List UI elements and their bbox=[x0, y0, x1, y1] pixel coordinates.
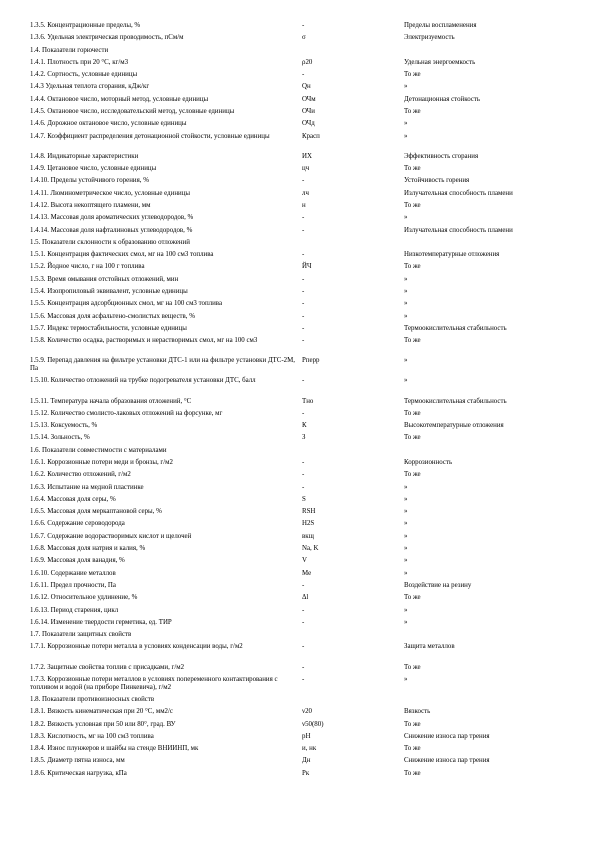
table-row bbox=[30, 676, 570, 696]
indicator-name: 1.8.1. Вязкость кинематическая при 20 °С, мм2/с bbox=[30, 708, 173, 716]
indicator-symbol: - bbox=[302, 606, 305, 614]
property-group: » bbox=[404, 675, 408, 683]
property-group: » bbox=[404, 569, 408, 577]
indicator-symbol: - bbox=[302, 251, 305, 259]
indicator-name: 1.6.7. Содержание водорастворимых кислот и щелочей bbox=[30, 532, 192, 540]
indicator-name: 1.5.4. Изопропиловый эквивалент, условные единицы bbox=[30, 288, 188, 296]
indicator-name: 1.6.14. Изменение твердости герметика, ед. ТИР bbox=[30, 618, 172, 626]
table-row bbox=[30, 594, 570, 606]
property-group: То же bbox=[404, 471, 421, 479]
indicator-name: 1.4.13. Массовая доля ароматических углеводородов, % bbox=[30, 214, 194, 222]
table-row bbox=[30, 133, 570, 153]
property-group: » bbox=[404, 377, 408, 385]
indicator-symbol: - bbox=[302, 643, 305, 651]
property-group: » bbox=[404, 288, 408, 296]
indicator-name: 1.5.13. Коксуемость, % bbox=[30, 422, 98, 430]
table-row bbox=[30, 619, 570, 631]
table-row bbox=[30, 251, 570, 263]
indicator-name: 1.8.2. Вязкость условная при 50 или 80°, град. ВУ bbox=[30, 720, 176, 728]
indicator-name: 1.4.5. Октановое число, исследовательский метод, условные единицы bbox=[30, 108, 235, 116]
indicator-symbol: - bbox=[302, 300, 305, 308]
indicator-symbol: - bbox=[302, 409, 305, 417]
indicator-name: 1.4.9. Цетановое число, условные единицы bbox=[30, 165, 157, 173]
table-row bbox=[30, 434, 570, 446]
indicator-symbol: - bbox=[302, 471, 305, 479]
property-group: Коррозионность bbox=[404, 458, 453, 466]
property-group: Удельная энергоемкость bbox=[404, 58, 476, 66]
table-row bbox=[30, 22, 570, 34]
table-row bbox=[30, 313, 570, 325]
indicator-name: 1.5.2. Йодное число, г на 100 г топлива bbox=[30, 263, 145, 271]
indicator-name: 1.4.11. Люминометрическое число, условные единицы bbox=[30, 189, 191, 197]
property-group: » bbox=[404, 300, 408, 308]
property-group: » bbox=[404, 606, 408, 614]
indicator-symbol: - bbox=[302, 675, 305, 683]
indicator-symbol: - bbox=[302, 177, 305, 185]
table-row bbox=[30, 533, 570, 545]
indicator-symbol: Рперр bbox=[302, 357, 320, 365]
section-heading bbox=[30, 696, 570, 708]
section-title: 1.5. Показатели склонности к образованию отложений bbox=[30, 238, 190, 246]
indicator-name: 1.5.11. Температура начала образования отложений, °С bbox=[30, 397, 192, 405]
table-row bbox=[30, 34, 570, 46]
indicator-name: 1.3.5. Концентрационные пределы, % bbox=[30, 22, 141, 29]
indicator-symbol: рН bbox=[302, 732, 311, 740]
table-row bbox=[30, 288, 570, 300]
indicator-name: 1.4.7. Коэффициент распределения детонационной стойкости, условные единицы bbox=[30, 132, 270, 140]
indicator-symbol: Рк bbox=[302, 769, 310, 777]
indicator-name: 1.5.5. Концентрация адсорбционных смол, мг на 100 см3 топлива bbox=[30, 300, 223, 308]
indicator-name: 1.7.3. Коррозионные потери металлов в условиях попеременного контактирования с топливом и водой (на приборе Пинкевича), г/м2 bbox=[30, 675, 278, 691]
table-row bbox=[30, 165, 570, 177]
property-group: » bbox=[404, 532, 408, 540]
table-row bbox=[30, 263, 570, 275]
property-group: Снижение износа пар трения bbox=[404, 757, 490, 765]
table-row bbox=[30, 71, 570, 83]
table-row bbox=[30, 398, 570, 410]
property-group: То же bbox=[404, 337, 421, 345]
property-group: » bbox=[404, 312, 408, 320]
table-row bbox=[30, 745, 570, 757]
indicator-symbol: Δl bbox=[302, 594, 309, 602]
indicator-name: 1.6.13. Период старения, цикл bbox=[30, 606, 119, 614]
indicator-symbol: ОЧм bbox=[302, 95, 316, 103]
indicator-name: 1.4.3 Удельная теплота сгорания, кДж/кг bbox=[30, 83, 150, 91]
indicator-name: 1.4.4. Октановое число, моторный метод, условные единицы bbox=[30, 95, 209, 103]
indicator-symbol: - bbox=[302, 71, 305, 79]
property-group: » bbox=[404, 120, 408, 128]
indicator-name: 1.4.6. Дорожное октановое число, условные единицы bbox=[30, 120, 187, 128]
table-row bbox=[30, 496, 570, 508]
indicator-symbol: - bbox=[302, 312, 305, 320]
indicator-name: 1.4.1. Плотность при 20 °С, кг/м3 bbox=[30, 58, 129, 66]
property-group: Термоокислительная стабильность bbox=[404, 397, 507, 405]
section-heading bbox=[30, 447, 570, 459]
property-group: То же bbox=[404, 263, 421, 271]
property-group: Детонационная стойкость bbox=[404, 95, 481, 103]
section-title: 1.4. Показатели горючести bbox=[30, 46, 109, 54]
property-group: Эффективность сгорания bbox=[404, 152, 479, 160]
indicator-name: 1.6.9. Массовая доля ванадия, % bbox=[30, 557, 125, 565]
indicator-symbol: вкщ bbox=[302, 532, 314, 540]
indicator-symbol: н bbox=[302, 201, 306, 209]
indicator-symbol: - bbox=[302, 275, 305, 283]
property-group: » bbox=[404, 275, 408, 283]
indicator-name: 1.6.11. Предел прочности, Па bbox=[30, 581, 116, 589]
indicator-symbol: H2S bbox=[302, 520, 315, 528]
property-group: » bbox=[404, 520, 408, 528]
indicator-name: 1.5.6. Массовая доля асфальтено-смолистых веществ, % bbox=[30, 312, 195, 320]
indicator-symbol: З bbox=[302, 434, 306, 442]
indicator-name: 1.4.14. Массовая доля нафталиновых углеводородов, % bbox=[30, 226, 193, 234]
indicator-name: 1.4.12. Высота некоптящего пламени, мм bbox=[30, 201, 151, 209]
table-row bbox=[30, 520, 570, 532]
indicator-symbol: S bbox=[302, 495, 306, 503]
property-group: То же bbox=[404, 720, 421, 728]
property-group: » bbox=[404, 357, 408, 365]
property-group: Устойчивость горения bbox=[404, 177, 470, 185]
table-row bbox=[30, 325, 570, 337]
indicator-symbol: - bbox=[302, 618, 305, 626]
property-group: То же bbox=[404, 663, 421, 671]
table-row bbox=[30, 227, 570, 239]
property-group: » bbox=[404, 83, 408, 91]
table-row bbox=[30, 471, 570, 483]
indicator-name: 1.3.6. Удельная электрическая проводимость, пСм/м bbox=[30, 34, 184, 42]
property-group: Вязкость bbox=[404, 708, 431, 716]
indicator-symbol: Тно bbox=[302, 397, 314, 405]
table-row bbox=[30, 357, 570, 377]
table-row bbox=[30, 643, 570, 663]
table-row bbox=[30, 377, 570, 397]
indicator-name: 1.6.1. Коррозионные потери меди и бронзы, г/м2 bbox=[30, 458, 173, 466]
table-row bbox=[30, 96, 570, 108]
indicator-symbol: σ bbox=[302, 34, 306, 42]
property-group: » bbox=[404, 214, 408, 222]
indicator-symbol: ИХ bbox=[302, 152, 312, 160]
property-group: » bbox=[404, 508, 408, 516]
indicator-symbol: RSH bbox=[302, 508, 316, 516]
table-row bbox=[30, 410, 570, 422]
indicator-symbol: - bbox=[302, 324, 305, 332]
indicator-symbol: - bbox=[302, 214, 305, 222]
indicator-name: 1.8.6. Критическая нагрузка, кПа bbox=[30, 769, 127, 777]
table-row bbox=[30, 177, 570, 189]
table-row bbox=[30, 276, 570, 288]
table-row bbox=[30, 83, 570, 95]
indicator-symbol: ЙЧ bbox=[302, 263, 312, 271]
table-row bbox=[30, 664, 570, 676]
indicator-symbol: - bbox=[302, 483, 305, 491]
table-row bbox=[30, 607, 570, 619]
table-row bbox=[30, 757, 570, 769]
table-row bbox=[30, 733, 570, 745]
indicator-symbol: Me bbox=[302, 569, 312, 577]
indicator-name: 1.6.10. Содержание металлов bbox=[30, 569, 116, 577]
table-row bbox=[30, 570, 570, 582]
document-table bbox=[30, 22, 570, 782]
property-group: » bbox=[404, 618, 408, 626]
indicator-symbol: ν20 bbox=[302, 708, 313, 716]
table-row bbox=[30, 508, 570, 520]
table-row bbox=[30, 59, 570, 71]
table-row bbox=[30, 545, 570, 557]
property-group: Воздействие на резину bbox=[404, 581, 472, 589]
property-group: » bbox=[404, 545, 408, 553]
indicator-name: 1.8.5. Диаметр пятна износа, мм bbox=[30, 757, 125, 765]
indicator-symbol: - bbox=[302, 663, 305, 671]
indicator-symbol: Дн bbox=[302, 757, 311, 765]
table-row bbox=[30, 153, 570, 165]
property-group: Низкотемпературные отложения bbox=[404, 251, 500, 259]
indicator-name: 1.6.4. Массовая доля серы, % bbox=[30, 495, 116, 503]
property-group: То же bbox=[404, 108, 421, 116]
indicator-symbol: Qн bbox=[302, 83, 311, 91]
property-group: Электризуемость bbox=[404, 34, 455, 42]
indicator-name: 1.8.4. Износ плунжеров и шайбы на стенде ВНИИНП, мк bbox=[30, 745, 199, 753]
indicator-name: 1.6.8. Массовая доля натрия и калия, % bbox=[30, 545, 146, 553]
table-row bbox=[30, 484, 570, 496]
indicator-symbol: К bbox=[302, 422, 307, 430]
property-group: То же bbox=[404, 594, 421, 602]
property-group: » bbox=[404, 132, 408, 140]
property-group: То же bbox=[404, 71, 421, 79]
table-row bbox=[30, 214, 570, 226]
section-title: 1.8. Показатели противоизносных свойств bbox=[30, 695, 155, 703]
indicator-name: 1.5.12. Количество смолисто-лаковых отложений на форсунке, мг bbox=[30, 409, 223, 417]
table-row bbox=[30, 557, 570, 569]
indicator-name: 1.5.3. Время омывания отстойных отложений, мин bbox=[30, 275, 179, 283]
table-row bbox=[30, 708, 570, 720]
indicator-name: 1.4.2. Сортность, условные единицы bbox=[30, 71, 138, 79]
table-row bbox=[30, 770, 570, 782]
property-group: Термоокислительная стабильность bbox=[404, 324, 507, 332]
indicator-symbol: - bbox=[302, 22, 305, 29]
section-heading bbox=[30, 47, 570, 59]
indicator-name: 1.7.1. Коррозионные потери металла в условиях конденсации воды, г/м2 bbox=[30, 643, 243, 651]
indicator-name: 1.6.12. Относительное удлинение, % bbox=[30, 594, 138, 602]
property-group: Пределы воспламенения bbox=[404, 22, 477, 29]
indicator-symbol: ν50(80) bbox=[302, 720, 324, 728]
table-row bbox=[30, 120, 570, 132]
section-heading bbox=[30, 239, 570, 251]
indicator-symbol: - bbox=[302, 581, 305, 589]
indicator-name: 1.7.2. Защитные свойства топлив с присадками, г/м2 bbox=[30, 663, 185, 671]
indicator-name: 1.6.2. Количество отложений, г/м2 bbox=[30, 471, 131, 479]
property-group: То же bbox=[404, 434, 421, 442]
indicator-name: 1.5.1. Концентрация фактических смол, мг на 100 см3 топлива bbox=[30, 251, 214, 259]
property-group: Защита металлов bbox=[404, 643, 455, 651]
section-title: 1.7. Показатели защитных свойств bbox=[30, 631, 132, 639]
property-group: То же bbox=[404, 165, 421, 173]
indicator-symbol: - bbox=[302, 288, 305, 296]
indicator-symbol: Красп bbox=[302, 132, 320, 140]
property-group: То же bbox=[404, 409, 421, 417]
table-row bbox=[30, 108, 570, 120]
indicator-symbol: цч bbox=[302, 165, 310, 173]
table-row bbox=[30, 422, 570, 434]
property-group: Снижение износа пар трения bbox=[404, 732, 490, 740]
property-group: Высокотемпературные отложения bbox=[404, 422, 504, 430]
table-row bbox=[30, 202, 570, 214]
indicator-name: 1.5.14. Зольность, % bbox=[30, 434, 90, 442]
section-title: 1.6. Показатели совместимости с материалами bbox=[30, 446, 167, 454]
indicator-name: 1.5.8. Количество осадка, растворимых и нерастворимых смол, мг на 100 см3 bbox=[30, 337, 258, 345]
table-row bbox=[30, 300, 570, 312]
indicator-symbol: ОЧд bbox=[302, 120, 315, 128]
property-group: То же bbox=[404, 769, 421, 777]
indicator-symbol: - bbox=[302, 377, 305, 385]
indicator-name: 1.5.9. Перепад давления на фильтре установки ДТС-1 или на фильтре установки ДТС-2М, Па bbox=[30, 357, 295, 373]
indicator-name: 1.5.10. Количество отложений на трубке подогревателя установки ДТС, балл bbox=[30, 377, 256, 385]
indicator-name: 1.6.5. Массовая доля меркаптановой серы, % bbox=[30, 508, 162, 516]
table-row bbox=[30, 337, 570, 357]
indicator-symbol: лч bbox=[302, 189, 309, 197]
indicator-symbol: V bbox=[302, 557, 307, 565]
indicator-name: 1.5.7. Индекс термостабильности, условные единицы bbox=[30, 324, 187, 332]
indicator-name: 1.4.10. Пределы устойчивого горения, % bbox=[30, 177, 149, 185]
table-row bbox=[30, 582, 570, 594]
property-group: » bbox=[404, 495, 408, 503]
table-row bbox=[30, 721, 570, 733]
indicator-name: 1.4.8. Индикаторные характеристики bbox=[30, 152, 139, 160]
property-group: » bbox=[404, 557, 408, 565]
indicator-symbol: - bbox=[302, 226, 305, 234]
section-heading bbox=[30, 631, 570, 643]
indicator-symbol: ОЧи bbox=[302, 108, 315, 116]
property-group: Излучательная способность пламени bbox=[404, 189, 513, 197]
property-group: » bbox=[404, 483, 408, 491]
table-row bbox=[30, 459, 570, 471]
indicator-name: 1.6.3. Испытание на медной пластинке bbox=[30, 483, 144, 491]
indicator-symbol: ρ20 bbox=[302, 58, 313, 66]
indicator-name: 1.8.3. Кислотность, мг на 100 см3 топлива bbox=[30, 732, 154, 740]
indicator-symbol: Na, K bbox=[302, 545, 319, 553]
indicator-name: 1.6.6. Содержание сероводорода bbox=[30, 520, 125, 528]
indicator-symbol: - bbox=[302, 337, 305, 345]
indicator-symbol: и, нк bbox=[302, 745, 317, 753]
table-row bbox=[30, 190, 570, 202]
property-group: Излучательная способность пламени bbox=[404, 226, 513, 234]
property-group: То же bbox=[404, 745, 421, 753]
indicator-symbol: - bbox=[302, 458, 305, 466]
property-group: То же bbox=[404, 201, 421, 209]
